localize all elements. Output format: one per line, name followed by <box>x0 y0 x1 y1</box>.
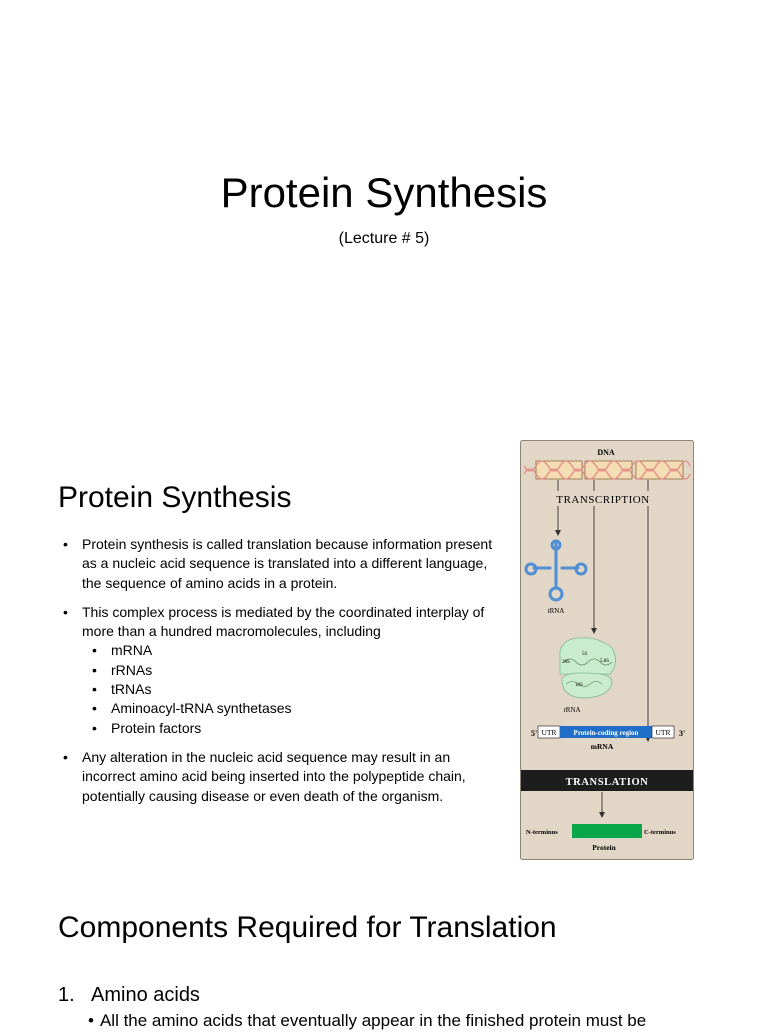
ribosome-icon <box>560 638 616 698</box>
item-label: Amino acids <box>91 984 200 1006</box>
protein-bar <box>572 824 642 838</box>
bullet-alteration <box>58 748 493 806</box>
transcription-label: TRANSCRIPTION <box>556 494 650 506</box>
sub-item: • tRNAs <box>82 680 493 699</box>
n-terminus-label: N-terminus <box>526 829 558 836</box>
trna-label: tRNA <box>547 607 565 615</box>
amino-acid-bullet: • All the amino acids that eventually appear in the finished protein must be <box>88 1010 710 1032</box>
mrna-label: mRNA <box>590 742 614 751</box>
bullet-list <box>58 535 493 816</box>
bullet-translation <box>58 535 493 593</box>
c-terminus-label: C-terminus <box>644 829 676 836</box>
slide-title: Components Required for Translation <box>58 911 557 944</box>
protein-synthesis-diagram <box>520 440 694 860</box>
three-prime-label: 3' <box>679 729 686 738</box>
rrna-5s-label: 5S <box>582 652 588 657</box>
protein-label: Protein <box>592 843 616 852</box>
rrna-18s-label: 18S <box>575 683 583 688</box>
components-slide <box>0 890 768 1030</box>
bullet-text: This complex process is mediated by the coordinated interplay of more than a hundred macromolecules, including <box>82 603 485 640</box>
item-number: 1. <box>58 984 75 1006</box>
protein-synthesis-slide <box>0 420 768 890</box>
bullet-text: Any alteration in the nucleic acid sequence may result in an incorrect amino acid being inserted into the polypeptide chain, potentially causing disease or even death of the organism. <box>82 748 466 804</box>
five-prime-label: 5' <box>531 729 538 738</box>
sub-item: • Protein factors <box>82 719 493 738</box>
sub-item: • rRNAs <box>82 661 493 680</box>
rrna-58s-label: 5.8S <box>600 659 610 664</box>
utr-right-label: UTR <box>655 728 671 737</box>
dna-helix-icon <box>524 461 690 479</box>
lecture-subtitle: (Lecture # 5) <box>338 230 430 247</box>
macromolecule-list <box>82 641 493 737</box>
page-title: Protein Synthesis <box>220 169 548 216</box>
rrna-28s-label: 28S <box>562 660 570 665</box>
bullet-macromolecules <box>58 603 493 738</box>
numbered-item <box>58 982 200 1008</box>
translation-label: TRANSLATION <box>565 777 649 788</box>
dna-label: DNA <box>597 448 615 457</box>
title-slide <box>0 0 768 420</box>
slide-title: Protein Synthesis <box>58 481 292 514</box>
sub-item: • mRNA <box>82 641 493 660</box>
coding-region-label: Protein-coding region <box>573 729 639 737</box>
bullet-text: Protein synthesis is called translation because information present as a nucleic acid sequence is translated into a different language, the sequence of amino acids in a protein. <box>82 536 493 591</box>
rrna-label: rRNA <box>563 706 581 714</box>
sub-item: • Aminoacyl-tRNA synthetases <box>82 699 493 718</box>
utr-left-label: UTR <box>541 728 557 737</box>
